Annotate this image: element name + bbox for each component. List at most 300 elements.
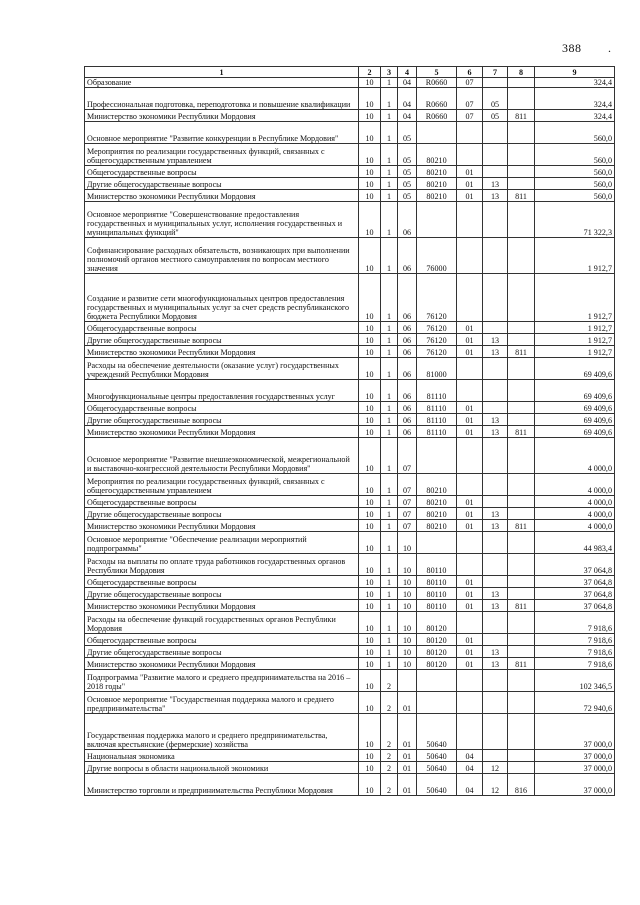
row-name-cell: Другие общегосударственные вопросы: [85, 178, 359, 190]
code-cell: [483, 78, 508, 88]
table-row: [85, 334, 615, 346]
code-cell: 10: [359, 646, 381, 658]
table-row: [85, 612, 615, 634]
code-cell: 07: [398, 508, 417, 520]
table-row: [85, 274, 615, 322]
row-name-cell: Общегосударственные вопросы: [85, 402, 359, 414]
code-cell: 07: [398, 496, 417, 508]
code-cell: 10: [359, 554, 381, 576]
amount-cell: 71 322,3: [535, 202, 615, 238]
code-cell: 2: [381, 750, 398, 762]
code-cell: 01: [457, 634, 483, 646]
code-cell: [483, 532, 508, 554]
code-cell: 1: [381, 88, 398, 110]
code-cell: 01: [398, 692, 417, 714]
code-cell: 06: [398, 358, 417, 380]
table-row: [85, 238, 615, 274]
code-cell: 1: [381, 612, 398, 634]
code-cell: 10: [398, 576, 417, 588]
code-cell: 10: [359, 380, 381, 402]
table-row: [85, 178, 615, 190]
code-cell: [508, 402, 535, 414]
amount-cell: 44 983,4: [535, 532, 615, 554]
code-cell: 80210: [417, 190, 457, 202]
code-cell: 07: [457, 78, 483, 88]
code-cell: 01: [457, 646, 483, 658]
code-cell: 10: [359, 178, 381, 190]
code-cell: [508, 576, 535, 588]
row-name-cell: Министерство экономики Республики Мордовия: [85, 658, 359, 670]
code-cell: 1: [381, 166, 398, 178]
code-cell: 10: [398, 634, 417, 646]
code-cell: [508, 88, 535, 110]
amount-cell: 1 912,7: [535, 274, 615, 322]
amount-cell: 37 064,8: [535, 576, 615, 588]
row-name-cell: Министерство экономики Республики Мордовия: [85, 426, 359, 438]
code-cell: 01: [457, 520, 483, 532]
code-cell: 1: [381, 334, 398, 346]
code-cell: 05: [398, 122, 417, 144]
code-cell: 01: [457, 414, 483, 426]
code-cell: [457, 358, 483, 380]
code-cell: [508, 438, 535, 474]
code-cell: 2: [381, 670, 398, 692]
code-cell: 10: [398, 532, 417, 554]
code-cell: [508, 334, 535, 346]
code-cell: 10: [359, 508, 381, 520]
code-cell: [508, 274, 535, 322]
code-cell: 10: [359, 762, 381, 774]
code-cell: [508, 646, 535, 658]
code-cell: R0660: [417, 88, 457, 110]
code-cell: 06: [398, 346, 417, 358]
code-cell: 2: [381, 774, 398, 796]
code-cell: 04: [398, 88, 417, 110]
table-row: [85, 658, 615, 670]
row-name-cell: Образование: [85, 78, 359, 88]
table-row: [85, 774, 615, 796]
code-cell: 05: [398, 166, 417, 178]
code-cell: [508, 588, 535, 600]
table-row: [85, 122, 615, 144]
code-cell: [483, 202, 508, 238]
amount-cell: 560,0: [535, 166, 615, 178]
amount-cell: 37 000,0: [535, 762, 615, 774]
row-name-cell: Основное мероприятие "Совершенствование предоставления государственных и муниципальных услуг, исполнения государственных и муниципальных функций": [85, 202, 359, 238]
code-cell: 07: [398, 520, 417, 532]
code-cell: 1: [381, 144, 398, 166]
table-row: [85, 202, 615, 238]
code-cell: 50640: [417, 750, 457, 762]
code-cell: 76000: [417, 238, 457, 274]
code-cell: 01: [457, 508, 483, 520]
code-cell: 1: [381, 274, 398, 322]
code-cell: 80210: [417, 166, 457, 178]
amount-cell: 7 918,6: [535, 634, 615, 646]
row-name-cell: Расходы на обеспечение функций государственных органов Республики Мордовия: [85, 612, 359, 634]
table-row: [85, 588, 615, 600]
amount-cell: 4 000,0: [535, 520, 615, 532]
code-cell: [483, 634, 508, 646]
code-cell: 10: [359, 88, 381, 110]
code-cell: 80120: [417, 646, 457, 658]
code-cell: 1: [381, 346, 398, 358]
code-cell: 811: [508, 426, 535, 438]
code-cell: 80110: [417, 588, 457, 600]
code-cell: [483, 402, 508, 414]
header-cell: 6: [457, 67, 483, 78]
code-cell: [508, 122, 535, 144]
page-mark: .: [608, 41, 611, 55]
code-cell: 10: [398, 646, 417, 658]
row-name-cell: Основное мероприятие "Развитие конкуренции в Республике Мордовия": [85, 122, 359, 144]
code-cell: [417, 692, 457, 714]
code-cell: 10: [398, 658, 417, 670]
code-cell: 10: [359, 612, 381, 634]
table-row: [85, 520, 615, 532]
code-cell: 1: [381, 358, 398, 380]
code-cell: [457, 532, 483, 554]
code-cell: 811: [508, 346, 535, 358]
code-cell: 1: [381, 554, 398, 576]
code-cell: 13: [483, 520, 508, 532]
row-name-cell: Общегосударственные вопросы: [85, 322, 359, 334]
code-cell: 811: [508, 190, 535, 202]
table-row: [85, 634, 615, 646]
code-cell: 10: [359, 322, 381, 334]
code-cell: 10: [359, 274, 381, 322]
code-cell: 1: [381, 380, 398, 402]
code-cell: [483, 166, 508, 178]
row-name-cell: Министерство экономики Республики Мордовия: [85, 190, 359, 202]
row-name-cell: Другие общегосударственные вопросы: [85, 414, 359, 426]
row-name-cell: Общегосударственные вопросы: [85, 166, 359, 178]
code-cell: 07: [398, 438, 417, 474]
code-cell: [483, 750, 508, 762]
amount-cell: 1 912,7: [535, 346, 615, 358]
table-body: [85, 78, 615, 796]
code-cell: 04: [457, 750, 483, 762]
code-cell: 1: [381, 110, 398, 122]
table-row: [85, 402, 615, 414]
code-cell: 04: [398, 78, 417, 88]
code-cell: 80120: [417, 658, 457, 670]
header-cell: 9: [535, 67, 615, 78]
code-cell: 13: [483, 190, 508, 202]
table-header-row: [85, 67, 615, 78]
code-cell: [508, 508, 535, 520]
code-cell: [508, 166, 535, 178]
code-cell: [457, 554, 483, 576]
code-cell: 10: [359, 588, 381, 600]
code-cell: 1: [381, 178, 398, 190]
code-cell: [508, 496, 535, 508]
amount-cell: 324,4: [535, 88, 615, 110]
code-cell: 04: [398, 110, 417, 122]
code-cell: R0660: [417, 78, 457, 88]
table-row: [85, 474, 615, 496]
table-row: [85, 496, 615, 508]
code-cell: 06: [398, 322, 417, 334]
row-name-cell: Общегосударственные вопросы: [85, 634, 359, 646]
code-cell: 13: [483, 346, 508, 358]
code-cell: 05: [483, 110, 508, 122]
table-row: [85, 380, 615, 402]
amount-cell: 7 918,6: [535, 658, 615, 670]
code-cell: 13: [483, 178, 508, 190]
code-cell: 01: [457, 346, 483, 358]
code-cell: 10: [359, 750, 381, 762]
code-cell: [457, 612, 483, 634]
code-cell: [508, 202, 535, 238]
code-cell: 50640: [417, 774, 457, 796]
code-cell: 1: [381, 474, 398, 496]
table-row: [85, 750, 615, 762]
code-cell: [417, 532, 457, 554]
code-cell: 07: [457, 88, 483, 110]
code-cell: 10: [359, 78, 381, 88]
code-cell: 1: [381, 202, 398, 238]
code-cell: 2: [381, 714, 398, 750]
code-cell: 06: [398, 202, 417, 238]
amount-cell: 7 918,6: [535, 612, 615, 634]
code-cell: 06: [398, 414, 417, 426]
code-cell: 1: [381, 658, 398, 670]
table-row: [85, 414, 615, 426]
amount-cell: 69 409,6: [535, 402, 615, 414]
row-name-cell: Мероприятия по реализации государственных функций, связанных с общегосударственным управлением: [85, 474, 359, 496]
code-cell: 10: [359, 576, 381, 588]
code-cell: 10: [359, 600, 381, 612]
table-row: [85, 426, 615, 438]
code-cell: 1: [381, 646, 398, 658]
row-name-cell: Профессиональная подготовка, переподготовка и повышение квалификации: [85, 88, 359, 110]
amount-cell: 72 940,6: [535, 692, 615, 714]
code-cell: 811: [508, 658, 535, 670]
row-name-cell: Другие общегосударственные вопросы: [85, 508, 359, 520]
table-row: [85, 438, 615, 474]
code-cell: 80210: [417, 144, 457, 166]
amount-cell: 37 000,0: [535, 750, 615, 762]
row-name-cell: Многофункциональные центры предоставления государственных услуг: [85, 380, 359, 402]
code-cell: [457, 238, 483, 274]
code-cell: 1: [381, 600, 398, 612]
code-cell: [457, 144, 483, 166]
code-cell: [483, 380, 508, 402]
code-cell: 01: [457, 588, 483, 600]
code-cell: 2: [381, 692, 398, 714]
code-cell: 10: [359, 334, 381, 346]
table-row: [85, 358, 615, 380]
code-cell: 1: [381, 532, 398, 554]
code-cell: [483, 474, 508, 496]
code-cell: 13: [483, 508, 508, 520]
code-cell: 01: [457, 322, 483, 334]
code-cell: 10: [359, 670, 381, 692]
code-cell: 06: [398, 274, 417, 322]
code-cell: 80120: [417, 634, 457, 646]
code-cell: 76120: [417, 322, 457, 334]
code-cell: 1: [381, 576, 398, 588]
code-cell: 13: [483, 426, 508, 438]
code-cell: 1: [381, 122, 398, 144]
row-name-cell: Создание и развитие сети многофункциональных центров предоставления государственных и муниципальных услуг за счет средств республиканского бюджета Республики Мордовия: [85, 274, 359, 322]
code-cell: 06: [398, 238, 417, 274]
code-cell: 80210: [417, 520, 457, 532]
code-cell: 10: [359, 658, 381, 670]
table-row: [85, 646, 615, 658]
code-cell: [483, 274, 508, 322]
amount-cell: 560,0: [535, 190, 615, 202]
code-cell: 01: [457, 334, 483, 346]
code-cell: [457, 474, 483, 496]
code-cell: 1: [381, 508, 398, 520]
code-cell: 10: [359, 166, 381, 178]
amount-cell: 4 000,0: [535, 508, 615, 520]
code-cell: [508, 78, 535, 88]
table-row: [85, 166, 615, 178]
amount-cell: 324,4: [535, 78, 615, 88]
code-cell: [508, 554, 535, 576]
amount-cell: 69 409,6: [535, 414, 615, 426]
row-name-cell: Общегосударственные вопросы: [85, 576, 359, 588]
code-cell: 10: [359, 438, 381, 474]
code-cell: 10: [359, 122, 381, 144]
code-cell: 2: [381, 762, 398, 774]
code-cell: [417, 670, 457, 692]
row-name-cell: Другие вопросы в области национальной экономики: [85, 762, 359, 774]
amount-cell: 102 346,5: [535, 670, 615, 692]
code-cell: 06: [398, 426, 417, 438]
code-cell: 1: [381, 520, 398, 532]
amount-cell: 4 000,0: [535, 496, 615, 508]
code-cell: 01: [457, 402, 483, 414]
row-name-cell: Другие общегосударственные вопросы: [85, 334, 359, 346]
code-cell: [457, 670, 483, 692]
amount-cell: 4 000,0: [535, 474, 615, 496]
code-cell: [457, 438, 483, 474]
code-cell: [483, 238, 508, 274]
code-cell: 1: [381, 78, 398, 88]
code-cell: [483, 438, 508, 474]
code-cell: 10: [359, 238, 381, 274]
code-cell: 811: [508, 110, 535, 122]
table-row: [85, 190, 615, 202]
table-row: [85, 144, 615, 166]
code-cell: [508, 358, 535, 380]
amount-cell: 37 064,8: [535, 600, 615, 612]
row-name-cell: Мероприятия по реализации государственных функций, связанных с общегосударственным управлением: [85, 144, 359, 166]
code-cell: [508, 634, 535, 646]
code-cell: 816: [508, 774, 535, 796]
row-name-cell: Министерство экономики Республики Мордовия: [85, 346, 359, 358]
amount-cell: 1 912,7: [535, 322, 615, 334]
code-cell: 07: [398, 474, 417, 496]
code-cell: 01: [457, 190, 483, 202]
amount-cell: 37 000,0: [535, 714, 615, 750]
code-cell: [508, 670, 535, 692]
table-row: [85, 600, 615, 612]
amount-cell: 37 000,0: [535, 774, 615, 796]
code-cell: [508, 322, 535, 334]
code-cell: 10: [359, 520, 381, 532]
row-name-cell: Государственная поддержка малого и среднего предпринимательства, включая крестьянские (фермерские) хозяйства: [85, 714, 359, 750]
table-row: [85, 762, 615, 774]
code-cell: 80110: [417, 600, 457, 612]
code-cell: 81000: [417, 358, 457, 380]
code-cell: 07: [457, 110, 483, 122]
code-cell: 05: [398, 178, 417, 190]
code-cell: 10: [359, 714, 381, 750]
code-cell: 10: [359, 144, 381, 166]
code-cell: [483, 576, 508, 588]
code-cell: 1: [381, 414, 398, 426]
code-cell: 10: [359, 346, 381, 358]
header-cell: 3: [381, 67, 398, 78]
code-cell: 12: [483, 774, 508, 796]
code-cell: 10: [398, 554, 417, 576]
code-cell: [457, 692, 483, 714]
amount-cell: 1 912,7: [535, 334, 615, 346]
code-cell: 10: [359, 496, 381, 508]
header-cell: 1: [85, 67, 359, 78]
code-cell: 1: [381, 322, 398, 334]
code-cell: 10: [359, 532, 381, 554]
code-cell: 10: [359, 358, 381, 380]
code-cell: [508, 474, 535, 496]
code-cell: 80210: [417, 178, 457, 190]
code-cell: [483, 496, 508, 508]
code-cell: 76120: [417, 274, 457, 322]
code-cell: 13: [483, 646, 508, 658]
table-row: [85, 692, 615, 714]
header-cell: 2: [359, 67, 381, 78]
code-cell: [508, 144, 535, 166]
code-cell: 811: [508, 600, 535, 612]
code-cell: [483, 144, 508, 166]
code-cell: 1: [381, 496, 398, 508]
code-cell: 01: [457, 178, 483, 190]
code-cell: [483, 714, 508, 750]
code-cell: 04: [457, 762, 483, 774]
code-cell: 01: [457, 426, 483, 438]
header-cell: 4: [398, 67, 417, 78]
amount-cell: 69 409,6: [535, 380, 615, 402]
code-cell: 04: [457, 774, 483, 796]
code-cell: 81110: [417, 380, 457, 402]
code-cell: [483, 122, 508, 144]
code-cell: 06: [398, 380, 417, 402]
row-name-cell: Основное мероприятие "Развитие внешнеэкономической, межрегиональной и выставочно-конгрессной деятельности Республики Мордовия": [85, 438, 359, 474]
row-name-cell: Основное мероприятие "Обеспечение реализации мероприятий подпрограммы": [85, 532, 359, 554]
code-cell: 01: [457, 496, 483, 508]
row-name-cell: Расходы на обеспечение деятельности (оказание услуг) государственных учреждений Республики Мордовия: [85, 358, 359, 380]
code-cell: 13: [483, 658, 508, 670]
table-row: [85, 88, 615, 110]
table-row: [85, 508, 615, 520]
row-name-cell: Национальная экономика: [85, 750, 359, 762]
amount-cell: 560,0: [535, 122, 615, 144]
code-cell: 1: [381, 588, 398, 600]
code-cell: 10: [359, 202, 381, 238]
code-cell: [483, 670, 508, 692]
code-cell: [508, 762, 535, 774]
code-cell: 01: [398, 774, 417, 796]
code-cell: 1: [381, 190, 398, 202]
code-cell: [508, 238, 535, 274]
code-cell: [483, 322, 508, 334]
row-name-cell: Другие общегосударственные вопросы: [85, 646, 359, 658]
